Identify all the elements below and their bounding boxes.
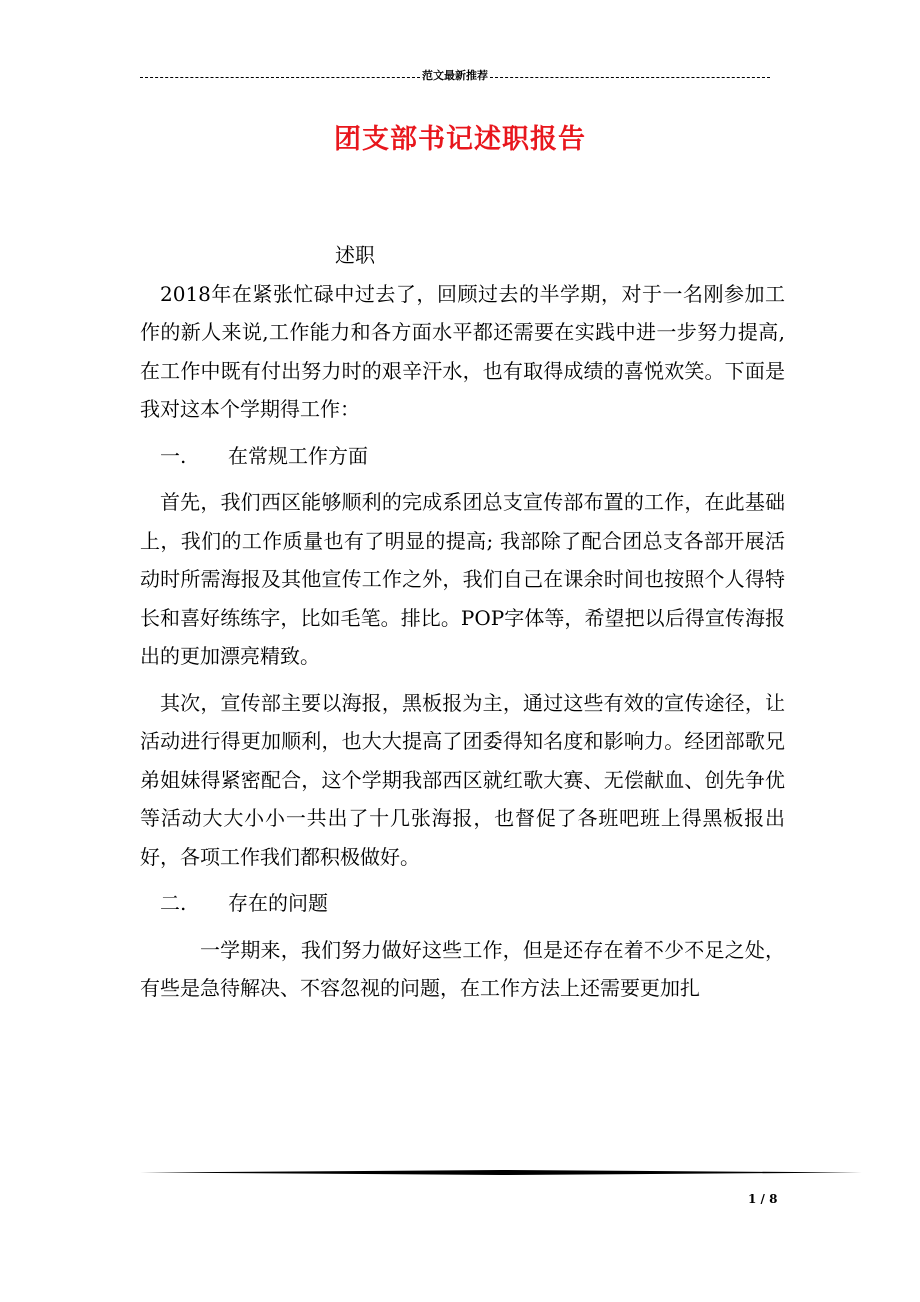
- paragraph-first: 首先，我们西区能够顺利的完成系团总支宣传部布置的工作，在此基础上，我们的工作质量也有了明显的提高; 我部除了配合团总支各部开展活动时所需海报及其他宣传工作之外，我们自己在课余时间也按照个人得特长和喜好练练字，比如毛笔。排比。POP字体等，希望把以后得宣传海报出的更加漂亮精致。: [140, 490, 785, 668]
- section-title-1: 在常规工作方面: [228, 443, 368, 468]
- section-number-1: 一.: [160, 443, 187, 468]
- section-title-2: 存在的问题: [228, 891, 328, 915]
- header-dash-right: [490, 77, 770, 78]
- document-body: [140, 236, 785, 1008]
- section-subtitle: 述职: [335, 243, 375, 267]
- paragraph-intro: 2018年在紧张忙碌中过去了，回顾过去的半学期，对于一名刚参加工作的新人来说,工作能力和各方面水平都还需要在实践中进一步努力提高,在工作中既有付出努力时的艰辛汗水，也有取得成绩的喜悦欢笑。下面是我对这本个学期得工作：: [140, 281, 785, 421]
- section-heading-2: [140, 884, 785, 923]
- section-number-2: 二.: [160, 891, 187, 915]
- page-number: 1 / 8: [748, 1192, 778, 1206]
- paragraph-second: 其次，宣传部主要以海报，黑板报为主，通过这些有效的宣传途径，让活动进行得更加顺利，也大大提高了团委得知名度和影响力。经团部歌兄弟姐妹得紧密配合，这个学期我部西区就红歌大赛、无偿献血、创先争优等活动大大小小一共出了十几张海报，也督促了各班吧班上得黑板报出好，各项工作我们都积极做好。: [140, 690, 785, 869]
- paragraph-problems: 一学期来，我们努力做好这些工作，但是还存在着不少不足之处，有些是急待解决、不容忽视的问题，在工作方法上还需要更加扎: [140, 937, 785, 1000]
- header-text: 范文最新推荐: [422, 69, 488, 82]
- footer-divider: [140, 1170, 862, 1175]
- document-title: 团支部书记述职报告: [334, 124, 586, 155]
- header-dash-left: [140, 77, 420, 78]
- section-heading-1: [140, 437, 785, 476]
- page-header: [140, 66, 770, 86]
